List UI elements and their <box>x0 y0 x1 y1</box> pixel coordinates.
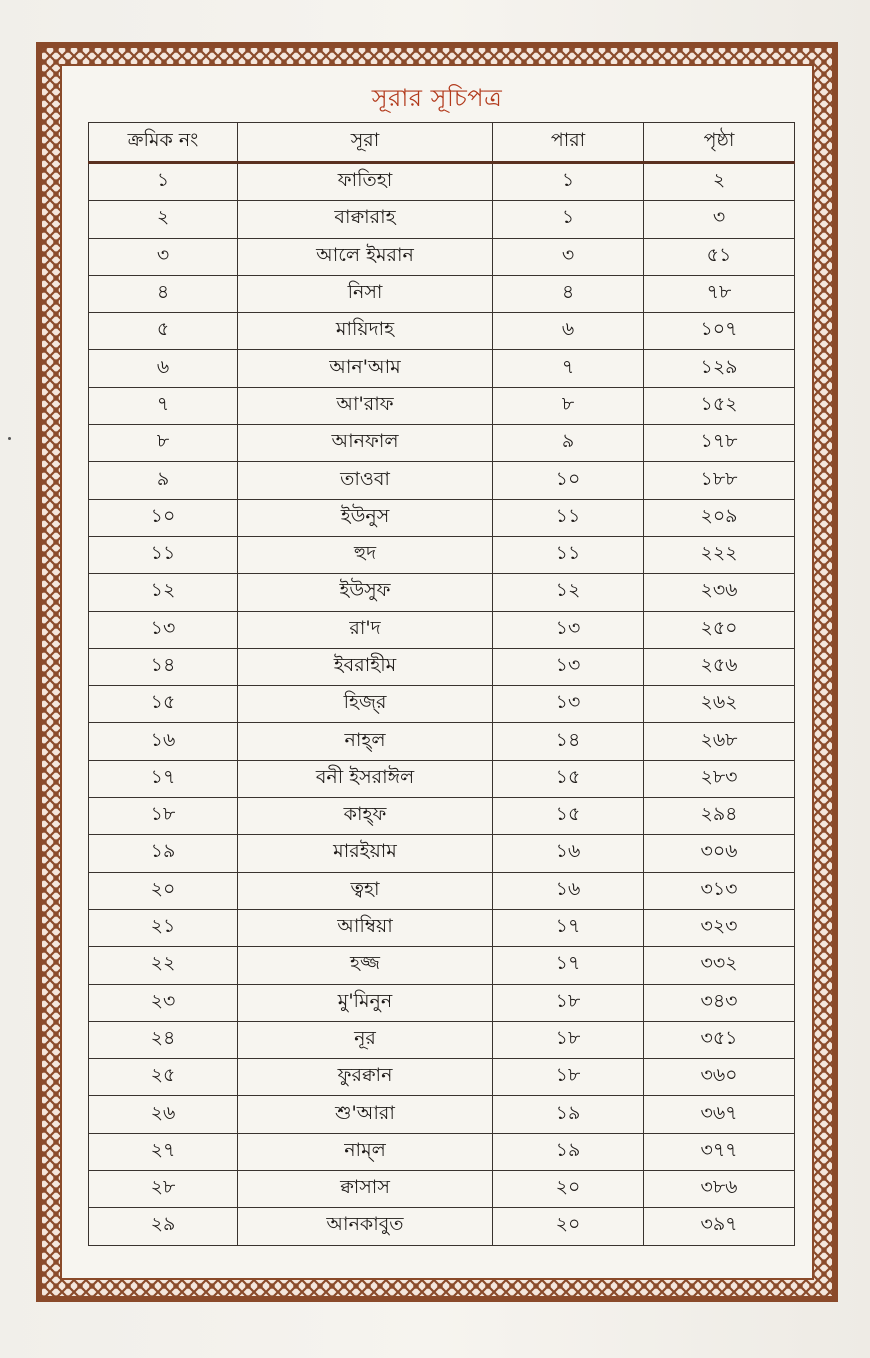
page-cell: ৩৬০ <box>644 1059 795 1096</box>
sura-name-cell: আম্বিয়া <box>238 909 493 946</box>
para-cell: ১৭ <box>493 947 644 984</box>
table-header-row <box>89 123 795 163</box>
serial-cell: ২৯ <box>89 1208 238 1245</box>
para-cell: ১ <box>493 163 644 201</box>
page-cell: ১৭৮ <box>644 425 795 462</box>
table-row <box>89 238 795 275</box>
table-row <box>89 648 795 685</box>
serial-cell: ১ <box>89 163 238 201</box>
sura-name-cell: বনী ইসরাঈল <box>238 760 493 797</box>
serial-cell: ২২ <box>89 947 238 984</box>
page-cell: ৩২৩ <box>644 909 795 946</box>
page-cell: ৩৫১ <box>644 1021 795 1058</box>
serial-cell: ১৮ <box>89 798 238 835</box>
page-cell: ২৬২ <box>644 686 795 723</box>
serial-cell: ১৩ <box>89 611 238 648</box>
serial-cell: ৫ <box>89 313 238 350</box>
para-cell: ১৪ <box>493 723 644 760</box>
sura-name-cell: কাহ্‌ফ <box>238 798 493 835</box>
para-cell: ১৬ <box>493 835 644 872</box>
header-sura: সূরা <box>238 123 493 163</box>
serial-cell: ৩ <box>89 238 238 275</box>
para-cell: ১৮ <box>493 1059 644 1096</box>
page-cell: ২ <box>644 163 795 201</box>
table-row <box>89 313 795 350</box>
page-cell: ৩৮৬ <box>644 1171 795 1208</box>
sura-name-cell: ইবরাহীম <box>238 648 493 685</box>
page-cell: ৩৪৩ <box>644 984 795 1021</box>
table-row <box>89 1096 795 1133</box>
page-cell: ২৯৪ <box>644 798 795 835</box>
table-row <box>89 872 795 909</box>
table-row <box>89 350 795 387</box>
table-row <box>89 499 795 536</box>
table-row <box>89 835 795 872</box>
table-row <box>89 984 795 1021</box>
page-cell: ৩১৩ <box>644 872 795 909</box>
sura-name-cell: আ'রাফ <box>238 387 493 424</box>
para-cell: ১৮ <box>493 1021 644 1058</box>
para-cell: ১৮ <box>493 984 644 1021</box>
para-cell: ২০ <box>493 1171 644 1208</box>
para-cell: ১১ <box>493 536 644 573</box>
table-row <box>89 760 795 797</box>
table-row <box>89 686 795 723</box>
para-cell: ৭ <box>493 350 644 387</box>
table-row <box>89 723 795 760</box>
table-row <box>89 1059 795 1096</box>
sura-name-cell: হিজ্‌র <box>238 686 493 723</box>
page-cell: ৫১ <box>644 238 795 275</box>
page-cell: ৩৭৭ <box>644 1133 795 1170</box>
serial-cell: ১৫ <box>89 686 238 723</box>
page-cell: ১০৭ <box>644 313 795 350</box>
sura-name-cell: রা'দ <box>238 611 493 648</box>
para-cell: ৪ <box>493 275 644 312</box>
sura-name-cell: আনফাল <box>238 425 493 462</box>
para-cell: ১৫ <box>493 760 644 797</box>
table-row <box>89 574 795 611</box>
table-row <box>89 462 795 499</box>
table-row <box>89 611 795 648</box>
serial-cell: ২৬ <box>89 1096 238 1133</box>
sura-name-cell: বাক্বারাহ <box>238 201 493 238</box>
sura-name-cell: মারইয়াম <box>238 835 493 872</box>
sura-name-cell: নিসা <box>238 275 493 312</box>
serial-cell: ১৬ <box>89 723 238 760</box>
serial-cell: ১০ <box>89 499 238 536</box>
sura-name-cell: ত্বহা <box>238 872 493 909</box>
sura-name-cell: আলে ইমরান <box>238 238 493 275</box>
sura-name-cell: মায়িদাহ <box>238 313 493 350</box>
table-row <box>89 1133 795 1170</box>
table-body <box>89 163 795 1246</box>
para-cell: ১৯ <box>493 1133 644 1170</box>
header-serial: ক্রমিক নং <box>89 123 238 163</box>
table-row <box>89 798 795 835</box>
page-title: সূরার সূচিপত্র <box>371 84 503 112</box>
table-row <box>89 163 795 201</box>
para-cell: ১২ <box>493 574 644 611</box>
para-cell: ১ <box>493 201 644 238</box>
table-row <box>89 425 795 462</box>
table-row <box>89 201 795 238</box>
para-cell: ৩ <box>493 238 644 275</box>
header-page: পৃষ্ঠা <box>644 123 795 163</box>
sura-name-cell: আনকাবুত <box>238 1208 493 1245</box>
para-cell: ৯ <box>493 425 644 462</box>
page-cell: ২২২ <box>644 536 795 573</box>
table-row <box>89 909 795 946</box>
paper-speck <box>8 437 11 440</box>
table-row <box>89 1171 795 1208</box>
serial-cell: ৯ <box>89 462 238 499</box>
serial-cell: ২৫ <box>89 1059 238 1096</box>
page-cell: ২৫৬ <box>644 648 795 685</box>
page-cell: ৩০৬ <box>644 835 795 872</box>
serial-cell: ১৪ <box>89 648 238 685</box>
page-cell: ৭৮ <box>644 275 795 312</box>
sura-index-table <box>88 122 795 1246</box>
page-cell: ২৫০ <box>644 611 795 648</box>
sura-name-cell: শু'আরা <box>238 1096 493 1133</box>
para-cell: ১৬ <box>493 872 644 909</box>
table-row <box>89 387 795 424</box>
page-cell: ২৮৩ <box>644 760 795 797</box>
table-row <box>89 275 795 312</box>
page-cell: ৩ <box>644 201 795 238</box>
sura-name-cell: ফাতিহা <box>238 163 493 201</box>
para-cell: ১৩ <box>493 648 644 685</box>
sura-name-cell: ইউনুস <box>238 499 493 536</box>
page-cell: ১২৯ <box>644 350 795 387</box>
serial-cell: ৮ <box>89 425 238 462</box>
serial-cell: ২৩ <box>89 984 238 1021</box>
sura-name-cell: ক্বাসাস <box>238 1171 493 1208</box>
serial-cell: ১৯ <box>89 835 238 872</box>
page-cell: ৩৩২ <box>644 947 795 984</box>
para-cell: ১৩ <box>493 611 644 648</box>
sura-name-cell: হজ্জ <box>238 947 493 984</box>
sura-name-cell: নাহ্‌ল <box>238 723 493 760</box>
serial-cell: ২৪ <box>89 1021 238 1058</box>
serial-cell: ২ <box>89 201 238 238</box>
serial-cell: ১১ <box>89 536 238 573</box>
serial-cell: ২০ <box>89 872 238 909</box>
page-cell: ১৫২ <box>644 387 795 424</box>
page-cell: ২৬৮ <box>644 723 795 760</box>
para-cell: ১০ <box>493 462 644 499</box>
ornamental-border <box>36 42 838 1302</box>
serial-cell: ৭ <box>89 387 238 424</box>
serial-cell: ২৭ <box>89 1133 238 1170</box>
table-row <box>89 536 795 573</box>
sura-name-cell: হুদ <box>238 536 493 573</box>
page-cell: ১৮৮ <box>644 462 795 499</box>
para-cell: ১৫ <box>493 798 644 835</box>
sura-name-cell: নাম্‌ল <box>238 1133 493 1170</box>
serial-cell: ২৮ <box>89 1171 238 1208</box>
page-cell: ৩৬৭ <box>644 1096 795 1133</box>
para-cell: ১৭ <box>493 909 644 946</box>
table-row <box>89 947 795 984</box>
para-cell: ৮ <box>493 387 644 424</box>
para-cell: ১৩ <box>493 686 644 723</box>
sura-name-cell: আন'আম <box>238 350 493 387</box>
header-para: পারা <box>493 123 644 163</box>
sura-name-cell: তাওবা <box>238 462 493 499</box>
serial-cell: ১৭ <box>89 760 238 797</box>
serial-cell: ২১ <box>89 909 238 946</box>
page-cell: ২৩৬ <box>644 574 795 611</box>
para-cell: ২০ <box>493 1208 644 1245</box>
sura-name-cell: ফুরক্বান <box>238 1059 493 1096</box>
sura-name-cell: নূর <box>238 1021 493 1058</box>
sura-name-cell: ইউসুফ <box>238 574 493 611</box>
para-cell: ৬ <box>493 313 644 350</box>
table-row <box>89 1208 795 1245</box>
para-cell: ১১ <box>493 499 644 536</box>
serial-cell: ৬ <box>89 350 238 387</box>
sura-name-cell: মু'মিনুন <box>238 984 493 1021</box>
page-cell: ২০৯ <box>644 499 795 536</box>
page-cell: ৩৯৭ <box>644 1208 795 1245</box>
serial-cell: ৪ <box>89 275 238 312</box>
serial-cell: ১২ <box>89 574 238 611</box>
para-cell: ১৯ <box>493 1096 644 1133</box>
table-row <box>89 1021 795 1058</box>
content-panel <box>60 64 814 1280</box>
